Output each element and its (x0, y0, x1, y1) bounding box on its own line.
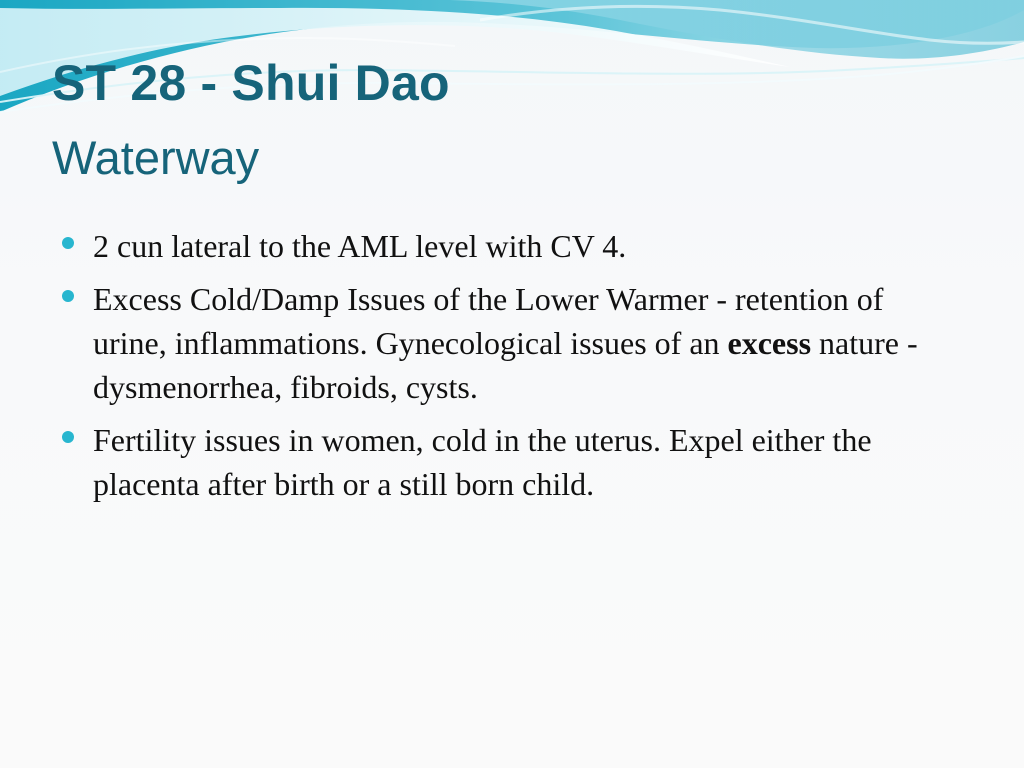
bullet-item (62, 224, 962, 268)
bullet-dot-icon (62, 237, 74, 249)
bullet-item (62, 277, 962, 409)
slide-title (52, 55, 972, 184)
bullet-text-after: nature - dysmenorrhea, fibroids, cysts. (93, 325, 918, 405)
bullet-text-before: Excess Cold/Damp Issues of the Lower Warmer - retention of urine, inflammations. Gynecological issues of an (93, 281, 884, 361)
bullet-item (62, 418, 962, 506)
bullet-text: 2 cun lateral to the AML level with CV 4. (93, 228, 627, 264)
title-main: ST 28 - Shui Dao (52, 55, 450, 111)
title-subtitle: Waterway (52, 131, 260, 184)
bullet-bold-text: excess (727, 325, 812, 361)
bullet-dot-icon (62, 290, 74, 302)
bullet-dot-icon (62, 431, 74, 443)
bullet-list (62, 224, 962, 515)
bullet-text: Fertility issues in women, cold in the uterus. Expel either the placenta after birth or a still born child. (93, 422, 872, 502)
